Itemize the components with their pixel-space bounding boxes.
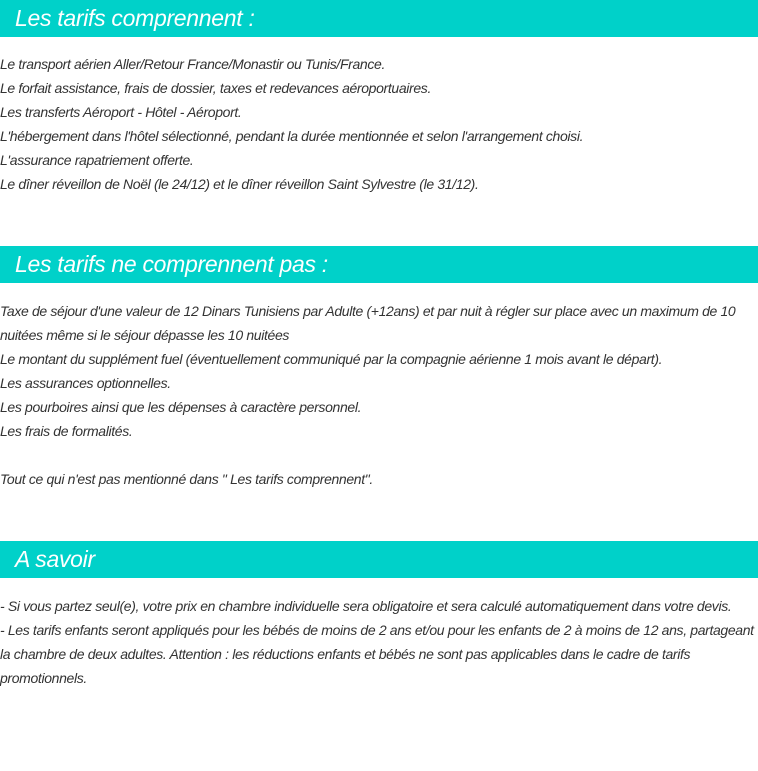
list-item: L'assurance rapatriement offerte. [0,152,194,168]
list-item: Le dîner réveillon de Noël (le 24/12) et le dîner réveillon Saint Sylvestre (le 31/12). [0,176,479,192]
list-item: Les transferts Aéroport - Hôtel - Aéroport. [0,104,242,120]
section-header-to-know [0,541,758,578]
section-header-not-included [0,246,758,283]
list-item: - Si vous partez seul(e), votre prix en chambre individuelle sera obligatoire et sera calculé automatiquement dans votre devis. [0,598,732,614]
section-body-included [0,37,758,196]
list-item: Les assurances optionnelles. [0,375,171,391]
section-footer-note: Tout ce qui n'est pas mentionné dans " Les tarifs comprennent". [0,471,373,487]
list-item: Le montant du supplément fuel (éventuellement communiqué par la compagnie aérienne 1 mois avant le départ). [0,351,663,367]
section-included [0,0,758,196]
section-title-not-included: Les tarifs ne comprennent pas : [15,251,328,277]
list-item: L'hébergement dans l'hôtel sélectionné, pendant la durée mentionnée et selon l'arrangement choisi. [0,128,584,144]
list-item: - Les tarifs enfants seront appliqués pour les bébés de moins de 2 ans et/ou pour les enfants de 2 à moins de 12 ans, partageant la chambre de deux adultes. Attention : les réductions enfants et bébés ne sont pas applicables dans le cadre de tarifs promotionnels. [0,622,754,686]
section-header-included [0,0,758,37]
section-body-not-included [0,283,758,491]
section-not-included [0,246,758,491]
list-item: Les frais de formalités. [0,423,133,439]
section-title-to-know: A savoir [15,546,95,572]
list-item: Les pourboires ainsi que les dépenses à caractère personnel. [0,399,362,415]
section-title-included: Les tarifs comprennent : [15,5,255,31]
section-body-to-know [0,578,758,690]
list-item: Le transport aérien Aller/Retour France/Monastir ou Tunis/France. [0,56,385,72]
section-to-know [0,541,758,690]
spacer [0,443,758,467]
list-item: Le forfait assistance, frais de dossier, taxes et redevances aéroportuaires. [0,80,431,96]
list-item: Taxe de séjour d'une valeur de 12 Dinars Tunisiens par Adulte (+12ans) et par nuit à régler sur place avec un maximum de 10 nuitées même si le séjour dépasse les 10 nuitées [0,303,736,343]
